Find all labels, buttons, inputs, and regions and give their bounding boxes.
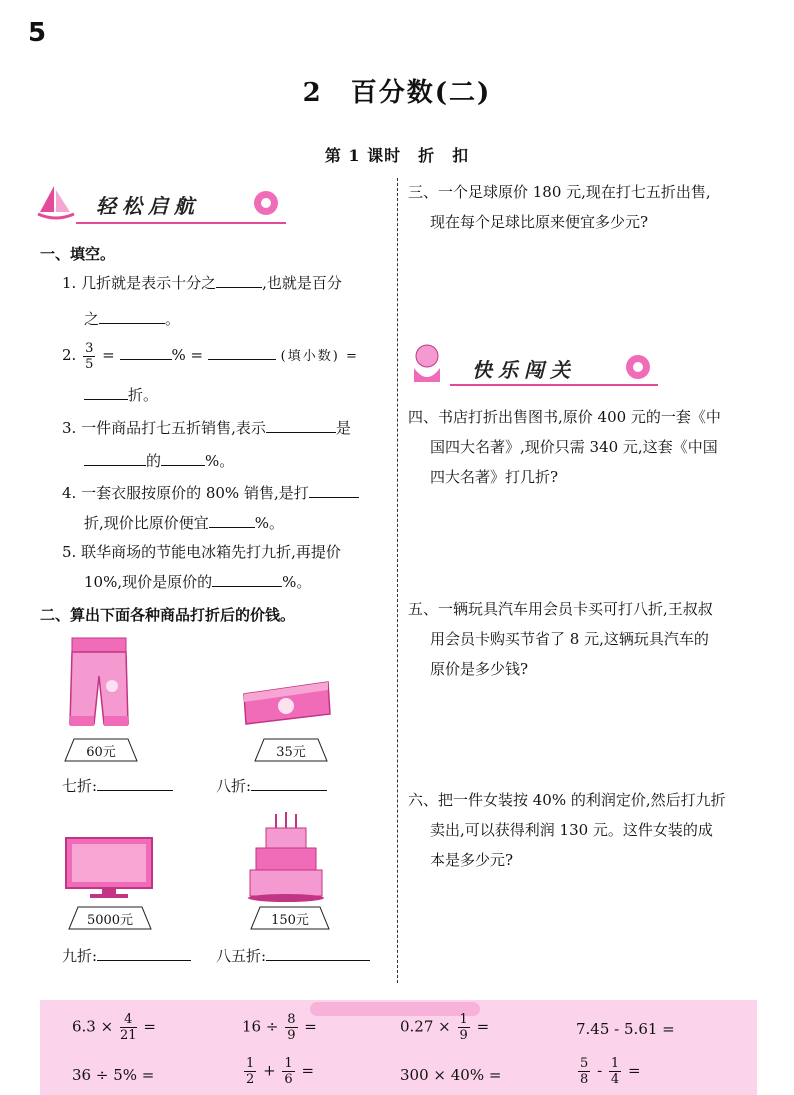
q2-blank-3[interactable]: [84, 381, 128, 400]
question-2-cont: [84, 380, 158, 410]
banner-kuaile-text: 快乐闯关: [472, 358, 576, 382]
q4r-line3: 四大名著》打几折?: [430, 468, 559, 486]
banner-qingsong: [36, 182, 296, 222]
q3-blank-1[interactable]: [266, 414, 336, 433]
q1-text-d: 。: [165, 310, 181, 328]
q3-blank-3[interactable]: [161, 447, 205, 466]
calc-3-a: 0.27 ×: [400, 1017, 451, 1036]
q1-blank-2[interactable]: [99, 305, 165, 324]
calc-6-d1: 2: [246, 1072, 255, 1087]
q5r-line2: 用会员卡购买节省了 8 元,这辆玩具汽车的: [430, 630, 709, 648]
answer-tv[interactable]: [97, 942, 191, 961]
calc-5: 36 ÷ 5% =: [72, 1066, 155, 1084]
q4-blank-2[interactable]: [209, 509, 255, 528]
discount-cake: [216, 941, 370, 971]
cake-icon: [246, 810, 326, 902]
q3r-line2: 现在每个足球比原来便宜多少元?: [430, 213, 649, 231]
page-number: 5: [28, 18, 47, 48]
question-5-cont: [84, 567, 311, 597]
section1-title: 一、填空。: [40, 245, 116, 263]
q5-blank[interactable]: [212, 568, 282, 587]
q5-text-c: %。: [282, 573, 312, 591]
calc-1-eq: =: [143, 1017, 156, 1036]
q6r-line3: 本是多少元?: [430, 851, 514, 869]
calc-2-frac: [285, 1012, 297, 1043]
sailboat-icon: [36, 182, 76, 222]
calc-6-n2: 1: [284, 1056, 293, 1071]
q1-text-b: ,也就是百分: [262, 274, 342, 292]
q2-note: (填小数) =: [280, 349, 359, 364]
question-3-right: [408, 177, 768, 237]
q3-text-d: %。: [205, 452, 235, 470]
calc-8-n1: 5: [580, 1056, 589, 1071]
q4-text-a: 4. 一套衣服按原价的 80% 销售,是打: [62, 484, 309, 502]
calc-7: 300 × 40% =: [400, 1066, 502, 1084]
calc-1: [72, 1012, 156, 1043]
q4r-line1: 四、书店打折出售图书,原价 400 元的一套《中: [408, 408, 721, 426]
calc-2-eq: =: [304, 1017, 317, 1036]
q2-pct: % =: [171, 346, 204, 364]
q4-text-b: 折,现价比原价便宜: [84, 514, 209, 532]
calc-4: 7.45 - 5.61 =: [576, 1020, 675, 1038]
calc-2-num: 8: [287, 1012, 296, 1027]
calc-6-frac-1: [244, 1056, 256, 1087]
calc-8-frac-1: [578, 1056, 590, 1087]
q3r-line1: 三、一个足球原价 180 元,现在打七五折出售,: [408, 183, 711, 201]
discount-tv: [62, 941, 191, 971]
q5r-line1: 五、一辆玩具汽车用会员卡买可打八折,王叔叔: [408, 600, 713, 618]
q4-text-c: %。: [254, 514, 285, 532]
swirl-icon: [246, 186, 286, 220]
unit-title: 2 百分数(二): [302, 78, 492, 108]
banner-underline: [76, 222, 286, 224]
q2-eq: =: [102, 346, 115, 364]
calc-8-n2: 1: [610, 1056, 620, 1071]
calc-1-frac: [120, 1012, 137, 1043]
price-pencil-case: 35元: [276, 745, 306, 760]
question-6-right: [408, 785, 768, 875]
question-2: [62, 340, 392, 372]
price-pants: 60元: [86, 745, 116, 760]
calc-8-d1: 8: [580, 1072, 589, 1087]
calc-1-den: 21: [119, 1028, 137, 1043]
question-3-cont: [84, 446, 234, 476]
q3-text-b: 是: [335, 419, 351, 437]
calc-6-frac-2: [282, 1056, 294, 1087]
tv-icon: [64, 836, 154, 900]
discount-cake-label: 八五折:: [216, 947, 267, 965]
q3-blank-2[interactable]: [84, 447, 146, 466]
q1-text-c: 之: [84, 310, 100, 328]
calc-3-frac: [458, 1012, 470, 1043]
swirl-icon: [618, 350, 658, 384]
calc-6-n1: 1: [246, 1056, 255, 1071]
q1-blank-1[interactable]: [216, 269, 262, 288]
calc-6: [242, 1056, 314, 1087]
question-3: [62, 413, 392, 443]
q2-frac-num: 3: [85, 340, 94, 356]
calc-2: [242, 1012, 317, 1043]
question-1-cont: [84, 304, 180, 334]
calc-3-eq: =: [476, 1017, 490, 1036]
kid-character-icon: [406, 342, 448, 386]
q6r-line2: 卖出,可以获得利润 130 元。这件女装的成: [430, 821, 713, 839]
question-4-cont: [84, 508, 284, 538]
discount-pencil-case-label: 八折:: [216, 777, 252, 795]
section2-title: 二、算出下面各种商品打折后的价钱。: [40, 606, 296, 624]
price-tag-tv: [68, 906, 152, 930]
question-1: [62, 268, 392, 298]
price-cake: 150元: [271, 913, 309, 928]
calc-8-d2: 4: [610, 1072, 620, 1087]
calc-8-op: -: [597, 1061, 603, 1080]
calc-3-num: 1: [459, 1012, 468, 1027]
pencil-case-icon: [238, 678, 334, 726]
q6r-line1: 六、把一件女装按 40% 的利润定价,然后打九折: [408, 791, 726, 809]
calc-6-op: +: [263, 1061, 276, 1080]
q4r-line2: 国四大名著》,现价只需 340 元,这套《中国: [430, 438, 718, 456]
q2-blank-1[interactable]: [120, 341, 172, 360]
calc-6-d2: 6: [284, 1072, 293, 1087]
price-tag-pants: [64, 738, 138, 762]
question-5: [62, 537, 392, 567]
calc-1-a: 6.3 ×: [72, 1017, 114, 1036]
calc-2-den: 9: [287, 1028, 296, 1043]
answer-cake[interactable]: [266, 942, 370, 961]
calc-8-eq: =: [627, 1061, 641, 1080]
question-4: [62, 478, 392, 508]
q4-blank-1[interactable]: [309, 479, 359, 498]
banner-qingsong-text: 轻松启航: [96, 194, 200, 218]
q2-frac-den: 5: [85, 356, 94, 372]
discount-pants: [62, 771, 173, 801]
answer-pants[interactable]: [97, 772, 173, 791]
calc-3-den: 9: [459, 1028, 468, 1043]
lesson-title: 第 1 课时 折 扣: [324, 146, 470, 165]
q2-label: 2.: [62, 346, 77, 364]
discount-pencil-case: [216, 771, 327, 801]
calc-8: [576, 1056, 641, 1087]
q3-text-c: 的: [146, 452, 162, 470]
calc-2-a: 16 ÷: [242, 1017, 279, 1036]
q3-text-a: 3. 一件商品打七五折销售,表示: [62, 419, 266, 437]
oral-calculation-box: [40, 1000, 757, 1095]
question-5-right: [408, 594, 768, 684]
calc-1-num: 4: [120, 1012, 137, 1028]
calc-3: [400, 1012, 489, 1043]
column-divider: [397, 178, 398, 983]
q2-end: 折。: [128, 386, 159, 404]
price-tv: 5000元: [86, 913, 134, 928]
answer-pencil-case[interactable]: [251, 772, 327, 791]
q5r-line3: 原价是多少钱?: [430, 660, 529, 678]
discount-pants-label: 七折:: [62, 777, 98, 795]
q5-text-a: 5. 联华商场的节能电冰箱先打九折,再提价: [62, 543, 341, 561]
question-4-right: [408, 402, 768, 492]
calc-8-frac-2: [609, 1056, 621, 1087]
price-tag-cake: [250, 906, 330, 930]
pants-icon: [66, 636, 132, 732]
q5-text-b: 10%,现价是原价的: [84, 573, 213, 591]
calc-6-eq: =: [301, 1061, 315, 1080]
banner-kuaile: [406, 346, 666, 386]
discount-tv-label: 九折:: [62, 947, 98, 965]
price-tag-pencil-case: [254, 738, 328, 762]
q2-blank-2[interactable]: [208, 341, 276, 360]
q1-text-a: 1. 几折就是表示十分之: [62, 274, 217, 292]
q2-fraction: [83, 341, 95, 372]
banner-underline: [450, 384, 658, 386]
